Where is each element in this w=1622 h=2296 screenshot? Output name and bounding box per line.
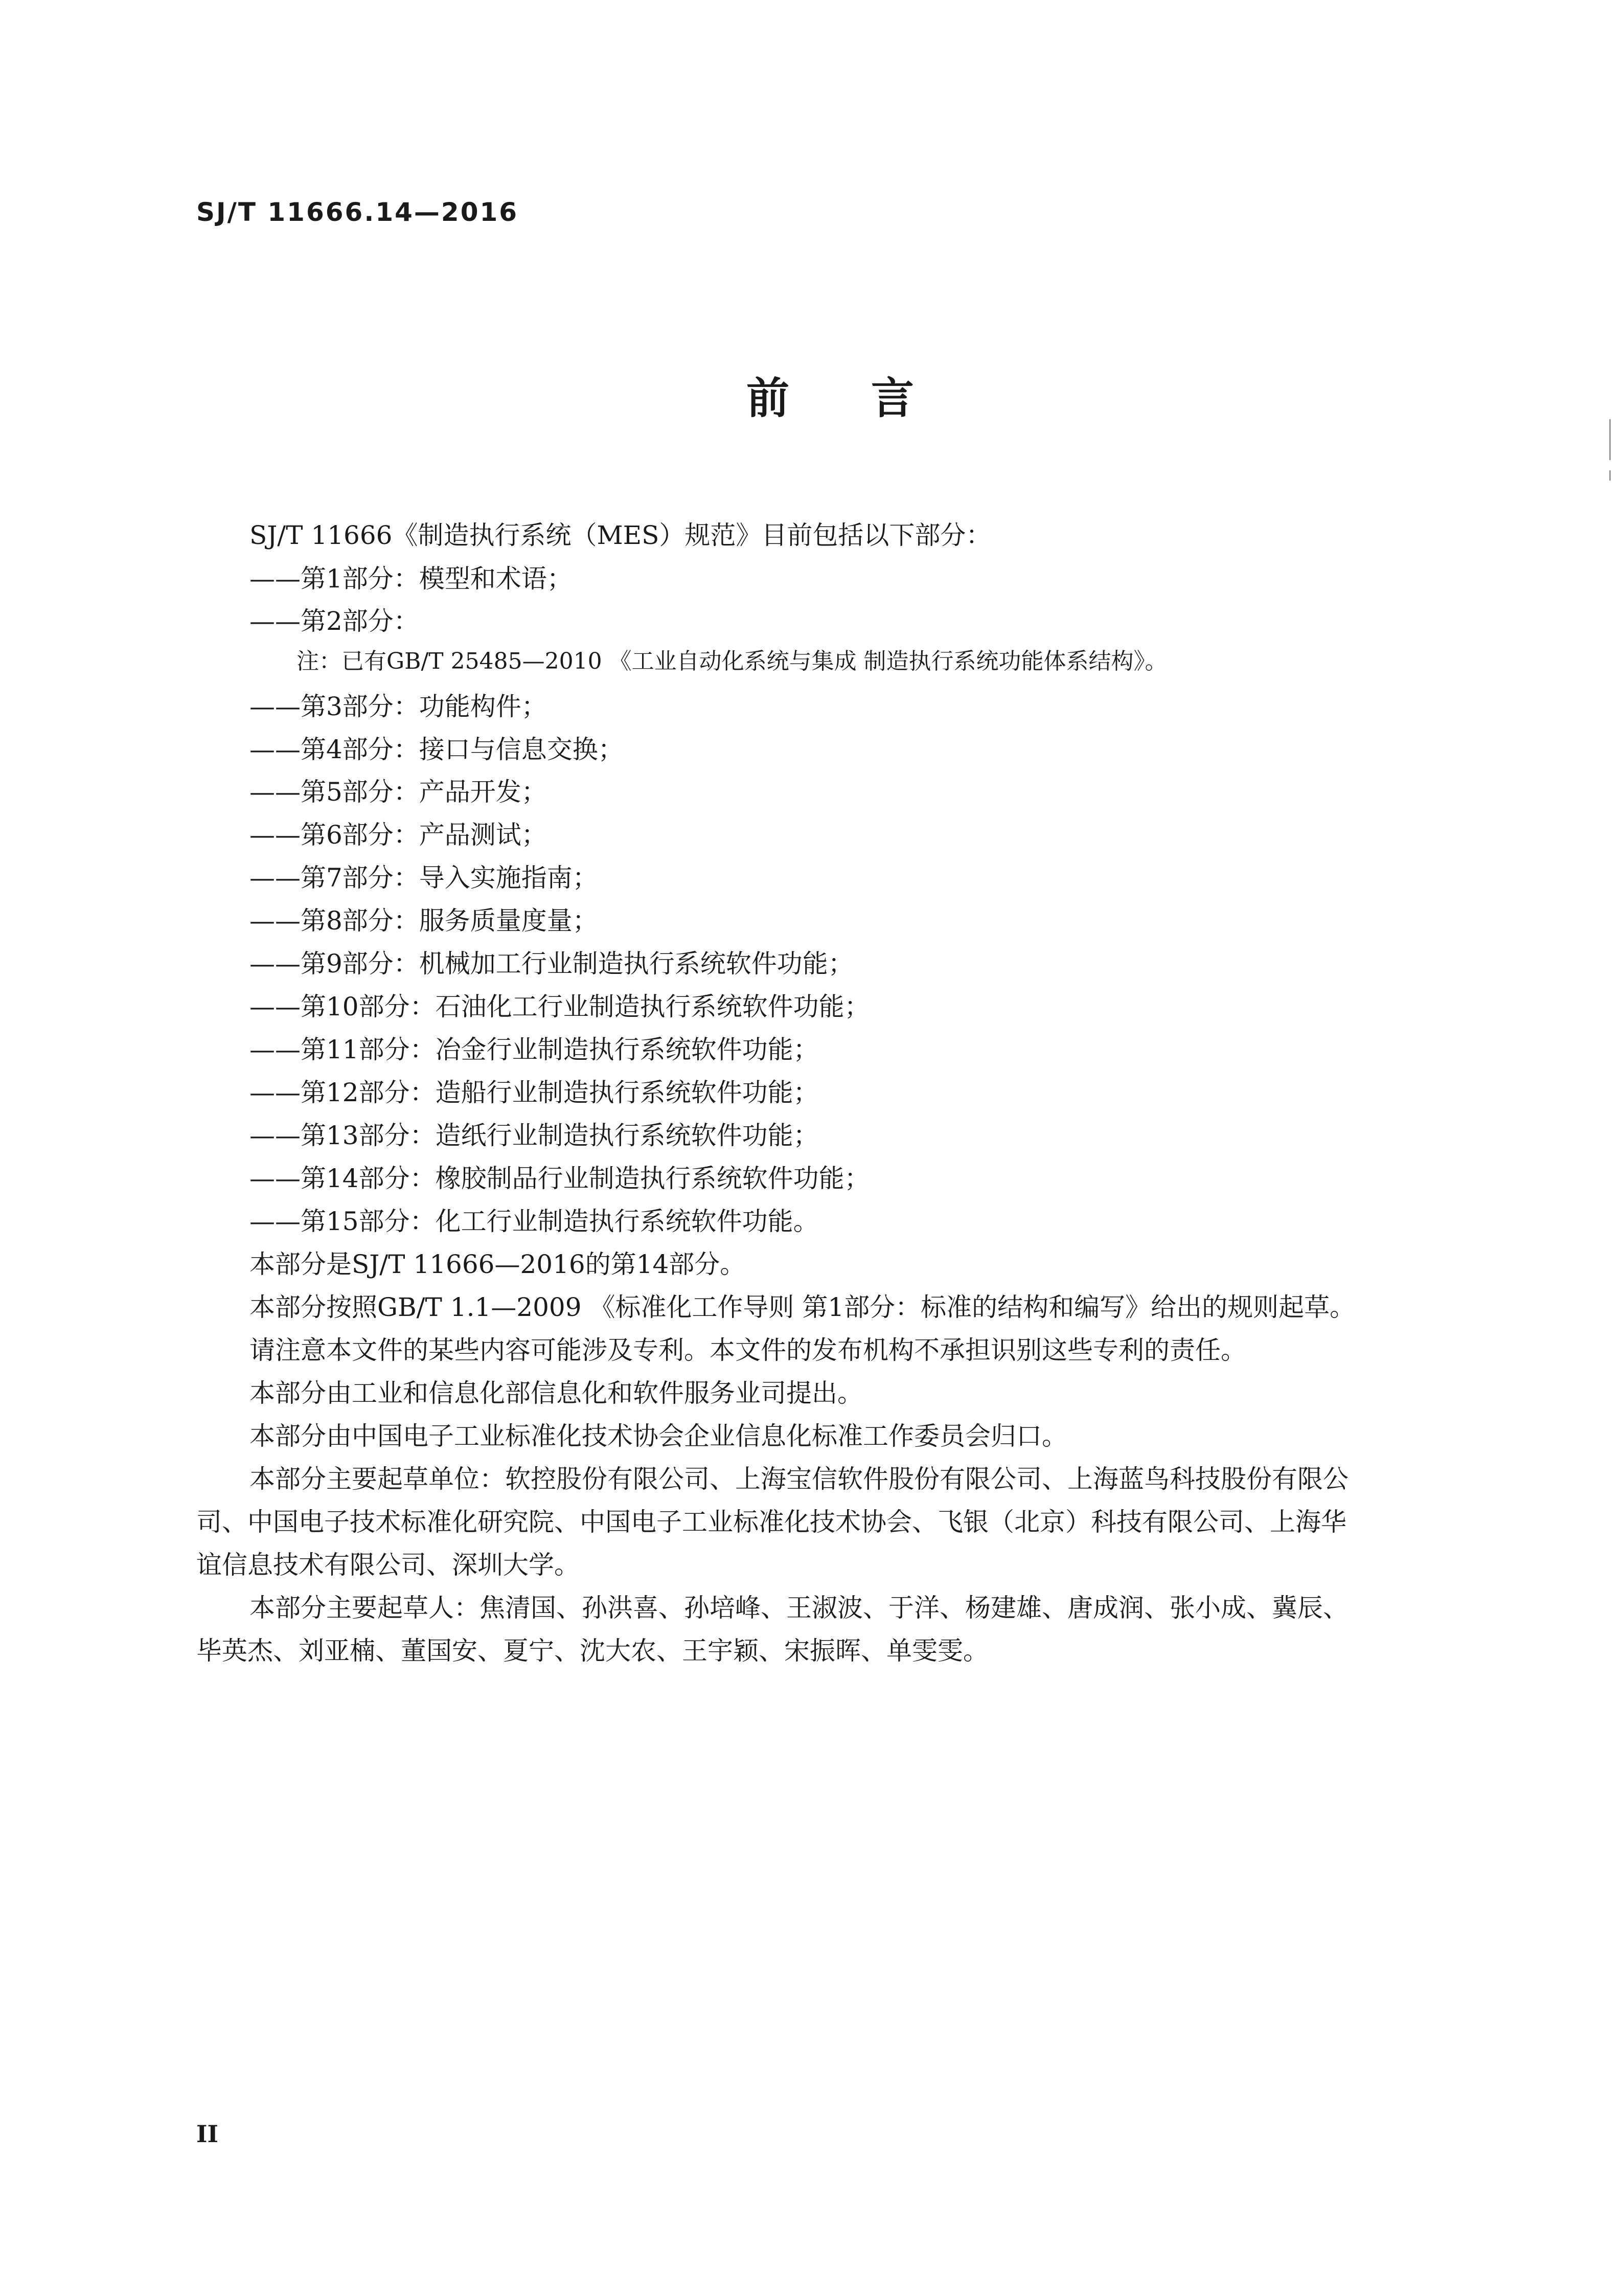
page-number: II	[196, 2120, 219, 2148]
drafters-line: 毕英杰、刘亚楠、董国安、夏宁、沈大农、王宇颖、宋振晖、单雯雯。	[196, 1636, 989, 1666]
part-item: ——第1部分：模型和术语；	[249, 564, 573, 594]
part-item: ——第5部分：产品开发；	[249, 777, 547, 807]
page-title: 前言	[746, 373, 996, 423]
part-item: ——第7部分：导入实施指南；	[249, 863, 598, 893]
drafting-units-line: 司、中国电子技术标准化研究院、中国电子工业标准化技术协会、飞银（北京）科技有限公司、上海华	[196, 1507, 1346, 1537]
part-item: ——第14部分：橡胶制品行业制造执行系统软件功能；	[249, 1164, 870, 1193]
drafters-line: 本部分主要起草人：焦清国、孙洪喜、孙培峰、王淑波、于洋、杨建雄、唐成润、张小成、冀辰、	[249, 1593, 1349, 1623]
part-item: ——第12部分：造船行业制造执行系统软件功能；	[249, 1078, 819, 1107]
body-paragraph: 本部分由工业和信息化部信息化和软件服务业司提出。	[249, 1378, 863, 1408]
scan-edge-mark	[1609, 419, 1611, 460]
part-item: ——第11部分：冶金行业制造执行系统软件功能；	[249, 1035, 819, 1064]
part-item: ——第4部分：接口与信息交换；	[249, 735, 624, 764]
part-item: ——第10部分：石油化工行业制造执行系统软件功能；	[249, 992, 870, 1021]
body-paragraph: 请注意本文件的某些内容可能涉及专利。本文件的发布机构不承担识别这些专利的责任。	[249, 1335, 1246, 1365]
intro-line: SJ/T 11666《制造执行系统（MES）规范》目前包括以下部分：	[249, 520, 992, 550]
part-item: ——第2部分：	[249, 606, 419, 636]
note-line: 注：已有GB/T 25485—2010 《工业自动化系统与集成 制造执行系统功能体系结构》。	[296, 648, 1168, 674]
scan-edge-mark	[1609, 470, 1611, 481]
body-paragraph: 本部分是SJ/T 11666—2016的第14部分。	[249, 1249, 746, 1279]
drafting-units-line: 谊信息技术有限公司、深圳大学。	[196, 1550, 580, 1580]
part-item: ——第8部分：服务质量度量；	[249, 906, 598, 936]
part-item: ——第3部分：功能构件；	[249, 692, 547, 721]
body-paragraph: 本部分由中国电子工业标准化技术协会企业信息化标准工作委员会归口。	[249, 1421, 1067, 1451]
part-item: ——第15部分：化工行业制造执行系统软件功能。	[249, 1207, 819, 1236]
part-item: ——第13部分：造纸行业制造执行系统软件功能；	[249, 1121, 819, 1150]
drafting-units-line: 本部分主要起草单位：软控股份有限公司、上海宝信软件股份有限公司、上海蓝鸟科技股份有限公	[249, 1464, 1349, 1494]
part-item: ——第9部分：机械加工行业制造执行系统软件功能；	[249, 949, 854, 979]
part-item: ——第6部分：产品测试；	[249, 820, 547, 850]
body-paragraph: 本部分按照GB/T 1.1—2009 《标准化工作导则 第1部分：标准的结构和编写》给出的规则起草。	[249, 1292, 1356, 1322]
standard-code-header: SJ/T 11666.14—2016	[196, 197, 519, 227]
